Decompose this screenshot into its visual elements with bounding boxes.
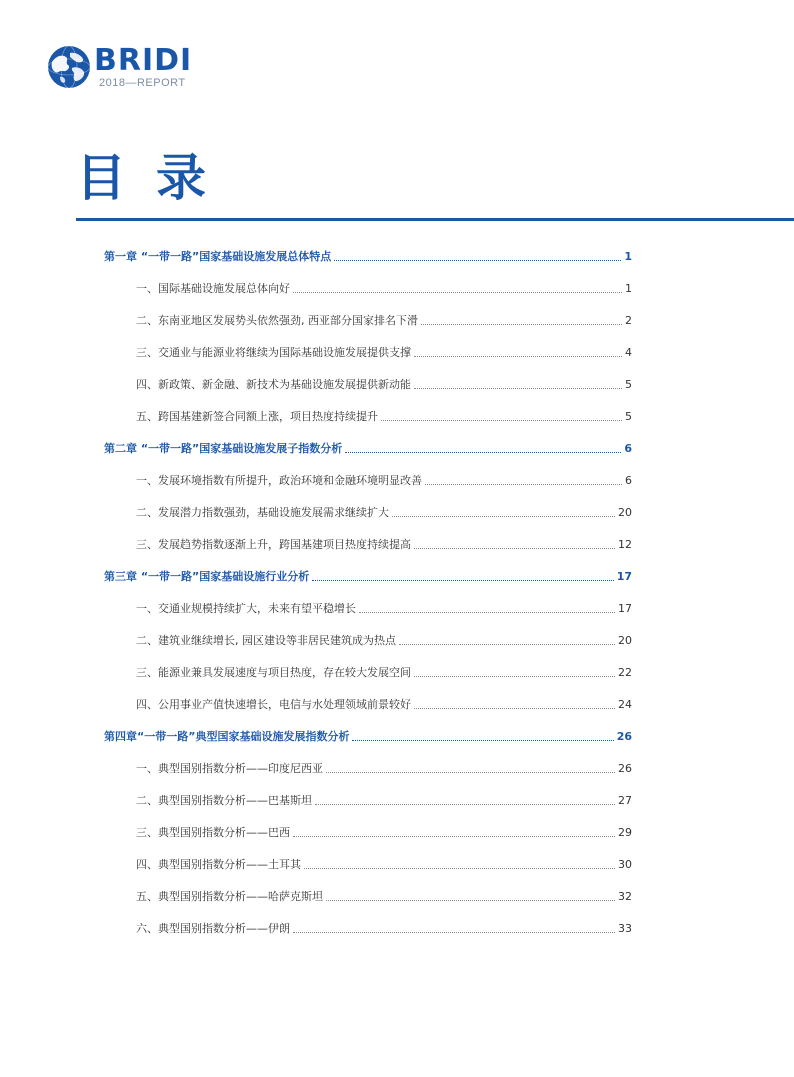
- toc-entry-title: 一、典型国别指数分析——印度尼西亚: [136, 762, 323, 775]
- toc-section-entry[interactable]: [136, 632, 632, 648]
- toc-entry-title: 第四章“一带一路”典型国家基础设施发展指数分析: [104, 730, 350, 743]
- toc-dot-leader: [381, 420, 622, 421]
- toc-entry-title: 六、典型国别指数分析——伊朗: [136, 922, 290, 935]
- toc-section-entry[interactable]: [136, 376, 632, 392]
- toc-section-entry[interactable]: [136, 280, 632, 296]
- toc-section-entry[interactable]: [136, 504, 632, 520]
- toc-entry-title: 五、典型国别指数分析——哈萨克斯坦: [136, 890, 323, 903]
- toc-dot-leader: [414, 388, 622, 389]
- toc-dot-leader: [326, 900, 615, 901]
- toc-dot-leader: [293, 836, 615, 837]
- toc-page-number: 30: [618, 858, 632, 871]
- toc-section-entry[interactable]: [136, 696, 632, 712]
- toc-entry-title: 四、新政策、新金融、新技术为基础设施发展提供新动能: [136, 378, 411, 391]
- toc-page-number: 20: [618, 634, 632, 647]
- toc-section-entry[interactable]: [136, 760, 632, 776]
- toc-section-entry[interactable]: [136, 888, 632, 904]
- toc-entry-title: 三、典型国别指数分析——巴西: [136, 826, 290, 839]
- toc-section-entry[interactable]: [136, 824, 632, 840]
- title-divider: [76, 218, 794, 221]
- toc-dot-leader: [425, 484, 622, 485]
- toc-dot-leader: [312, 580, 613, 581]
- toc-entry-title: 一、交通业规模持续扩大，未来有望平稳增长: [136, 602, 356, 615]
- toc-dot-leader: [392, 516, 615, 517]
- toc-page-number: 33: [618, 922, 632, 935]
- toc-entry-title: 二、发展潜力指数强劲，基础设施发展需求继续扩大: [136, 506, 389, 519]
- toc-entry-title: 三、能源业兼具发展速度与项目热度，存在较大发展空间: [136, 666, 411, 679]
- toc-section-entry[interactable]: [136, 600, 632, 616]
- toc-dot-leader: [359, 612, 615, 613]
- toc-dot-leader: [293, 932, 615, 933]
- toc-page-number: 2: [625, 314, 632, 327]
- toc-section-entry[interactable]: [136, 664, 632, 680]
- toc-dot-leader: [326, 772, 615, 773]
- logo-subtitle: 2018—REPORT: [99, 77, 186, 89]
- toc-chapter-entry[interactable]: [104, 248, 632, 264]
- globe-icon: [46, 44, 92, 90]
- toc-page-number: 32: [618, 890, 632, 903]
- toc-section-entry[interactable]: [136, 472, 632, 488]
- toc-entry-title: 二、典型国别指数分析——巴基斯坦: [136, 794, 312, 807]
- toc-chapter-entry[interactable]: [104, 728, 632, 744]
- toc-section-entry[interactable]: [136, 408, 632, 424]
- toc-entry-title: 二、东南亚地区发展势头依然强劲, 西亚部分国家排名下滑: [136, 314, 418, 327]
- toc-page-number: 17: [616, 570, 632, 583]
- toc-section-entry[interactable]: [136, 344, 632, 360]
- toc-entry-title: 四、公用事业产值快速增长，电信与水处理领域前景较好: [136, 698, 411, 711]
- toc-section-entry[interactable]: [136, 536, 632, 552]
- toc-page-number: 24: [618, 698, 632, 711]
- toc-dot-leader: [315, 804, 615, 805]
- toc-entry-title: 三、交通业与能源业将继续为国际基础设施发展提供支撑: [136, 346, 411, 359]
- toc-page-number: 27: [618, 794, 632, 807]
- toc-page-number: 22: [618, 666, 632, 679]
- toc-page-number: 26: [616, 730, 632, 743]
- toc-page-number: 17: [618, 602, 632, 615]
- toc-dot-leader: [334, 260, 621, 261]
- toc-entry-title: 第三章 “一带一路”国家基础设施行业分析: [104, 570, 310, 583]
- toc-dot-leader: [352, 740, 613, 741]
- toc-entry-title: 三、发展趋势指数逐渐上升，跨国基建项目热度持续提高: [136, 538, 411, 551]
- toc-page-number: 5: [625, 410, 632, 423]
- toc-entry-title: 五、跨国基建新签合同额上涨，项目热度持续提升: [136, 410, 378, 423]
- page-title: 目录: [76, 149, 236, 207]
- toc-dot-leader: [421, 324, 622, 325]
- toc-chapter-entry[interactable]: [104, 568, 632, 584]
- toc-dot-leader: [414, 548, 615, 549]
- toc-section-entry[interactable]: [136, 792, 632, 808]
- toc-entry-title: 第二章 “一带一路”国家基础设施发展子指数分析: [104, 442, 343, 455]
- toc-page-number: 26: [618, 762, 632, 775]
- toc-page-number: 1: [624, 250, 632, 263]
- toc-chapter-entry[interactable]: [104, 440, 632, 456]
- toc-entry-title: 四、典型国别指数分析——土耳其: [136, 858, 301, 871]
- toc-section-entry[interactable]: [136, 920, 632, 936]
- logo-wordmark: BRIDI: [94, 43, 193, 78]
- toc-page-number: 6: [624, 442, 632, 455]
- toc-page-number: 29: [618, 826, 632, 839]
- toc-dot-leader: [293, 292, 622, 293]
- toc-page-number: 6: [625, 474, 632, 487]
- toc-entry-title: 一、发展环境指数有所提升，政治环境和金融环境明显改善: [136, 474, 422, 487]
- toc-dot-leader: [414, 676, 615, 677]
- toc-page-number: 20: [618, 506, 632, 519]
- toc-page-number: 4: [625, 346, 632, 359]
- toc-entry-title: 一、国际基础设施发展总体向好: [136, 282, 290, 295]
- toc-page-number: 12: [618, 538, 632, 551]
- toc-entry-title: 二、建筑业继续增长, 园区建设等非居民建筑成为热点: [136, 634, 396, 647]
- toc-entry-title: 第一章 “一带一路”国家基础设施发展总体特点: [104, 250, 332, 263]
- toc-page-number: 1: [625, 282, 632, 295]
- toc-dot-leader: [414, 356, 622, 357]
- toc-dot-leader: [345, 452, 621, 453]
- toc-section-entry[interactable]: [136, 856, 632, 872]
- bridi-logo: [46, 40, 196, 92]
- toc-page-number: 5: [625, 378, 632, 391]
- toc-dot-leader: [414, 708, 615, 709]
- toc-section-entry[interactable]: [136, 312, 632, 328]
- toc-dot-leader: [399, 644, 615, 645]
- toc-dot-leader: [304, 868, 615, 869]
